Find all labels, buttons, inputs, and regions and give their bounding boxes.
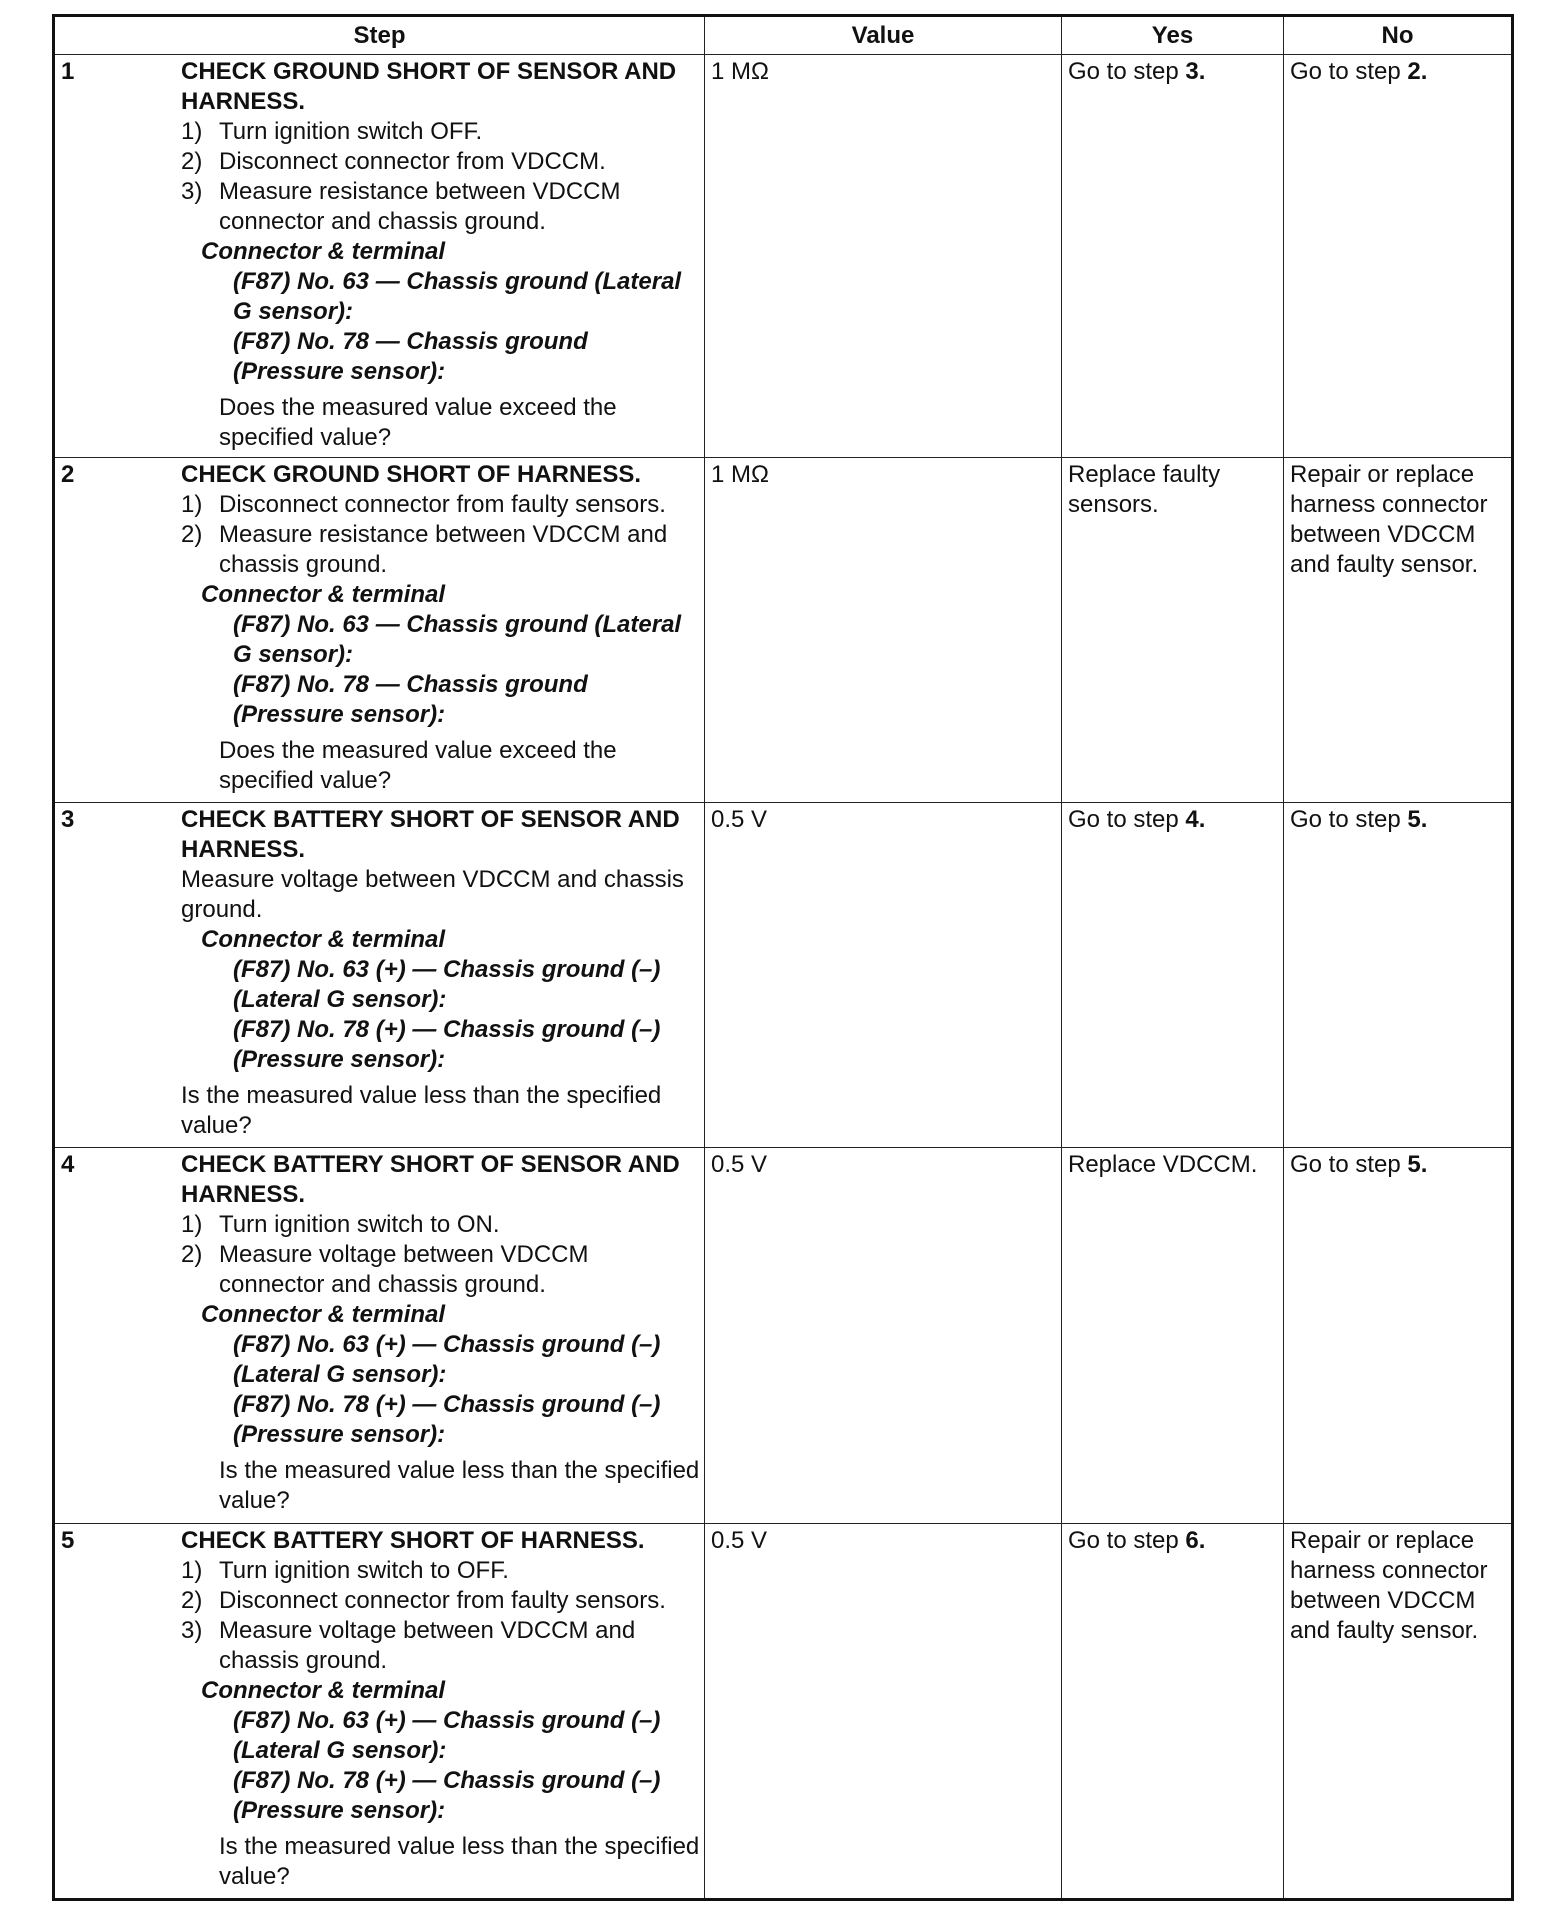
no-cell: Repair or replace harness connector between VDCCM and faulty sensor. — [1284, 1524, 1513, 1900]
procedure — [55, 1148, 704, 1520]
step-title: CHECK BATTERY SHORT OF HARNESS. — [181, 1527, 645, 1554]
check-question: Is the measured value less than the specified value? — [181, 1082, 662, 1139]
table-row — [54, 1524, 1513, 1900]
step-number: 4 — [61, 1151, 75, 1178]
table-row — [54, 55, 1513, 458]
connector-label: Connector & terminal — [201, 926, 446, 953]
step-cell — [54, 803, 705, 1148]
step-cell — [54, 458, 705, 803]
procedure-item: 2) Disconnect connector from VDCCM. — [181, 148, 606, 175]
terminal-spec: (F87) No. 63 (+) — Chassis ground (–) (Lateral G sensor): — [233, 956, 661, 1013]
terminal-spec: (F87) No. 63 (+) — Chassis ground (–) (Lateral G sensor): — [233, 1707, 661, 1764]
value-cell: 1 MΩ — [705, 458, 1062, 803]
procedure — [55, 1524, 704, 1896]
yes-cell: Go to step 3. — [1062, 55, 1284, 458]
step-number: 2 — [61, 461, 75, 488]
procedure-item: 1) Turn ignition switch to ON. — [181, 1211, 500, 1238]
step-title: CHECK BATTERY SHORT OF SENSOR AND HARNESS. — [181, 1151, 680, 1208]
step-title: CHECK BATTERY SHORT OF SENSOR AND HARNESS. — [181, 806, 680, 863]
terminal-spec: (F87) No. 78 — Chassis ground (Pressure sensor): — [233, 328, 588, 385]
value-cell: 0.5 V — [705, 803, 1062, 1148]
procedure-item: 2) Measure resistance between VDCCM and chassis ground. — [181, 521, 668, 578]
check-question: Does the measured value exceed the specified value? — [219, 394, 617, 451]
yes-cell: Go to step 6. — [1062, 1524, 1284, 1900]
value-cell: 0.5 V — [705, 1524, 1062, 1900]
header-no: No — [1284, 16, 1513, 55]
step-cell — [54, 1148, 705, 1524]
step-cell — [54, 55, 705, 458]
procedure-item: 2) Disconnect connector from faulty sensors. — [181, 1587, 666, 1614]
table-header-row — [54, 16, 1513, 55]
procedure-intro: Measure voltage between VDCCM and chassis ground. — [181, 866, 684, 923]
step-cell — [54, 1524, 705, 1900]
header-yes: Yes — [1062, 16, 1284, 55]
header-value: Value — [705, 16, 1062, 55]
table-row — [54, 458, 1513, 803]
table-row — [54, 1148, 1513, 1524]
terminal-spec: (F87) No. 78 (+) — Chassis ground (–) (Pressure sensor): — [233, 1016, 661, 1073]
connector-label: Connector & terminal — [201, 1677, 446, 1704]
header-step: Step — [54, 16, 705, 55]
check-question: Is the measured value less than the specified value? — [219, 1457, 700, 1514]
procedure-item: 1) Turn ignition switch to OFF. — [181, 1557, 509, 1584]
procedure-item: 3) Measure voltage between VDCCM and chassis ground. — [181, 1617, 636, 1674]
yes-cell: Replace faulty sensors. — [1062, 458, 1284, 803]
procedure-item: 1) Disconnect connector from faulty sensors. — [181, 491, 666, 518]
connector-label: Connector & terminal — [201, 1301, 446, 1328]
procedure-item: 3) Measure resistance between VDCCM connector and chassis ground. — [181, 178, 621, 235]
step-title: CHECK GROUND SHORT OF SENSOR AND HARNESS. — [181, 58, 677, 115]
procedure — [55, 803, 704, 1145]
step-number: 3 — [61, 806, 75, 833]
procedure — [55, 55, 704, 457]
table-row — [54, 803, 1513, 1148]
terminal-spec: (F87) No. 78 (+) — Chassis ground (–) (Pressure sensor): — [233, 1767, 661, 1824]
value-cell: 0.5 V — [705, 1148, 1062, 1524]
yes-cell: Replace VDCCM. — [1062, 1148, 1284, 1524]
procedure — [55, 458, 704, 800]
terminal-spec: (F87) No. 78 (+) — Chassis ground (–) (Pressure sensor): — [233, 1391, 661, 1448]
no-cell: Go to step 5. — [1284, 1148, 1513, 1524]
diagnostic-table — [52, 14, 1514, 1901]
no-cell: Go to step 5. — [1284, 803, 1513, 1148]
terminal-spec: (F87) No. 63 — Chassis ground (Lateral G sensor): — [233, 611, 682, 668]
check-question: Does the measured value exceed the specified value? — [219, 737, 617, 794]
procedure-item: 1) Turn ignition switch OFF. — [181, 118, 483, 145]
yes-cell: Go to step 4. — [1062, 803, 1284, 1148]
connector-label: Connector & terminal — [201, 238, 446, 265]
terminal-spec: (F87) No. 78 — Chassis ground (Pressure sensor): — [233, 671, 588, 728]
procedure-item: 2) Measure voltage between VDCCM connector and chassis ground. — [181, 1241, 589, 1298]
step-title: CHECK GROUND SHORT OF HARNESS. — [181, 461, 642, 488]
terminal-spec: (F87) No. 63 (+) — Chassis ground (–) (Lateral G sensor): — [233, 1331, 661, 1388]
terminal-spec: (F87) No. 63 — Chassis ground (Lateral G sensor): — [233, 268, 682, 325]
no-cell: Repair or replace harness connector between VDCCM and faulty sensor. — [1284, 458, 1513, 803]
step-number: 1 — [61, 58, 75, 85]
check-question: Is the measured value less than the specified value? — [219, 1833, 700, 1890]
value-cell: 1 MΩ — [705, 55, 1062, 458]
no-cell: Go to step 2. — [1284, 55, 1513, 458]
connector-label: Connector & terminal — [201, 581, 446, 608]
step-number: 5 — [61, 1527, 75, 1554]
